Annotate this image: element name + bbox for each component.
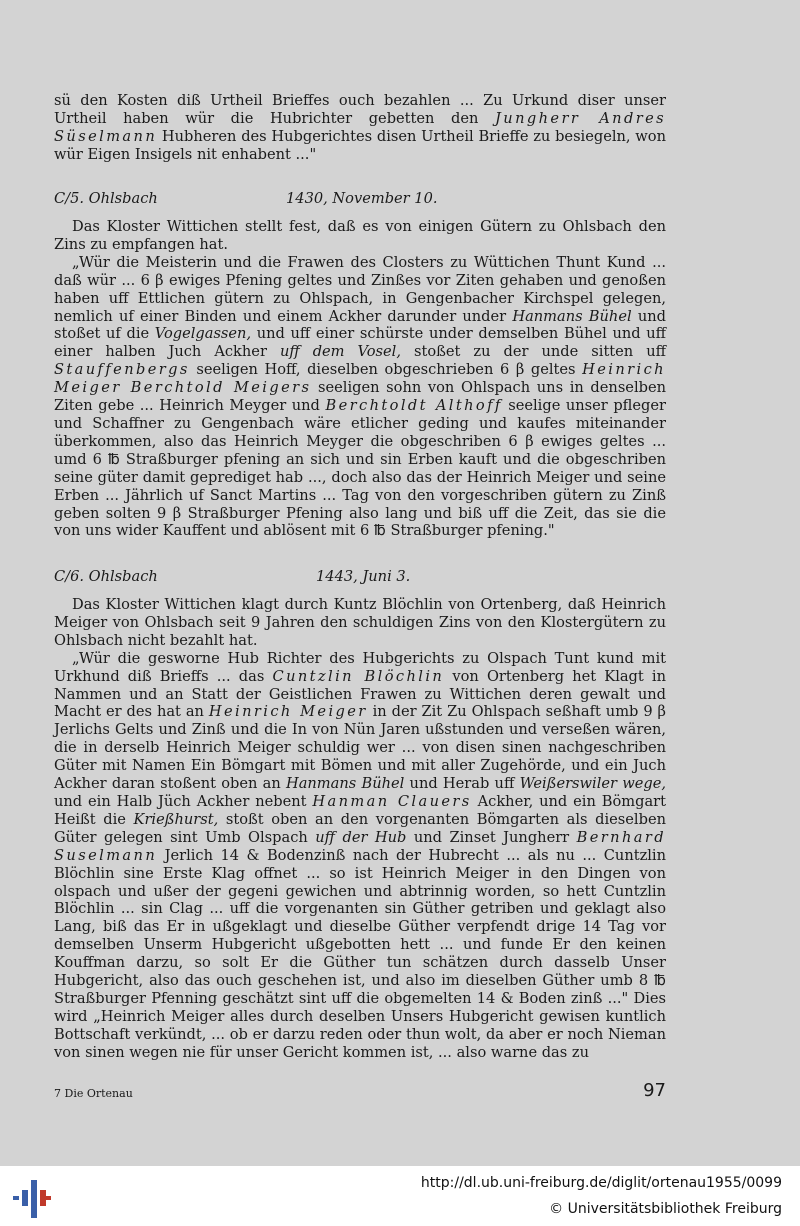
section-date: 1430, November 10. xyxy=(286,190,438,207)
continuation-paragraph xyxy=(54,92,666,164)
section-summary: Das Kloster Wittichen klagt durch Kuntz Blöchlin von Ortenberg, daß Heinrich Meiger von Ohlsbach seit 9 Jahren den schuldigen Zins von den Klostergütern zu Ohlsbach nicht bezahlt hat. xyxy=(54,596,666,649)
library-logo-icon xyxy=(10,1178,52,1220)
source-url-link[interactable]: http://dl.ub.uni-freiburg.de/diglit/ortenau1955/0099 xyxy=(420,1175,782,1191)
page-number: 97 xyxy=(643,1080,666,1101)
copyright-notice: © Universitätsbibliothek Freiburg xyxy=(549,1201,782,1217)
text-run: Hubheren des Hubgerichtes disen Urtheil Brieffe zu besiegeln, won wür Eigen Insigels nit enhabent ..." xyxy=(54,127,666,163)
spaced-name: Jungherr Andres Süselmann xyxy=(54,109,667,145)
section-heading-c6 xyxy=(54,568,411,585)
section-label: C/5. Ohlsbach xyxy=(54,190,158,207)
section-body-c5 xyxy=(54,218,666,540)
quoted-document: „Wür die gesworne Hub Richter des Hubgerichts zu Olspach Tunt kund mit Urkhund diß Brieffs ... das Cuntzlin Blöchlin von Ortenberg het Klagt in Nammen und an Statt der Geistlichen Frawen zu Wittichen deren gewalt und Macht er des hat an Heinrich Meiger in der Zit Zu Ohlspach seßhaft umb 9 β Jerlichs Gelts und Zinß und die In von Nün Jaren ußstunden und verseßen wären, die in derselb Heinrich Meiger schuldig wer ... von disen sinen nachgeschriben Güter mit Namen Ein Bömgart mit Bömen und mit aller Zugehörde, und ein Juch Ackher daran stoßent oben an Hanmans Bühel und Herab uff Weißerswiler wege, und ein Halb Jüch Ackher nebent Hanman Clauers Ackher, und ein Bömgart Heißt die Krießhurst, stoßt oben an den vorgenanten Bömgarten als dieselben Güter gelegen sint Umb Olspach uff der Hub und Zinset Jungherr Bernhard Suselmann Jerlich 14 & Bodenzinß nach der Hubrecht ... als nu ... Cuntzlin Blöchlin sine Erste Klag offnet ... so ist Heinrich Meiger in den Dingen von olspach und ußer der gegeni gewichen und abtrinnig worden, so hett Cuntzlin Blöchlin ... sin Clag ... uff die vorgenanten sin Güther getriben und geklagt also Lang, biß das Er in ußgeklagt und dieselbe Güther verpfendt drige 14 Tag vor demselben Unserm Hubgericht ußgebotten hett ... und funde Er den keinen Kouffman darzu, so solt Er die Güther tun schätzen durch dasselb Unser Hubgericht, also das ouch geschehen ist, und also im dieselben Güther umb 8 ℔ Straßburger Pfenning geschätzt sint uff die obgemelten 14 & Boden zinß ..." Dies wird „Heinrich Meiger alles durch deselben Unsers Hubgericht gewisen kuntlich Bottschaft verkündt, ... ob er darzu reden oder thun wolt, da aber er noch Nieman von sinen wegen nie für unser Gericht kommen ist, ... also warne das zu xyxy=(54,649,667,1061)
section-body-c6 xyxy=(54,596,666,1062)
footer-signature: 7 Die Ortenau xyxy=(54,1087,133,1100)
section-summary: Das Kloster Wittichen stellt fest, daß es von einigen Gütern zu Ohlsbach den Zins zu empfangen hat. xyxy=(54,218,666,253)
section-date: 1443, Juni 3. xyxy=(316,568,411,585)
section-label: C/6. Ohlsbach xyxy=(54,568,158,585)
section-heading-c5 xyxy=(54,190,438,207)
text-run: sü den Kosten diß Urtheil Brieffes ouch bezahlen ... Zu Urkund diser unser Urtheil haben wür die Hubrichter gebetten den xyxy=(54,92,666,127)
quoted-document: „Wür die Meisterin und die Frawen des Closters zu Wüttichen Thunt Kund ... daß wür ... 6 β ewiges Pfening geltes und Zinßes vor Ziten gehaben und genoßen haben uff Ettlichen gütern zu Ohlspach, in Gengenbacher Kirchspel gelegen, nemlich uf einer Binden und einem Ackher darunder under Hanmans Bühel und stoßet uf die Vogelgassen, und uff einer schürste under demselben Bühel und uff einer halben Juch Ackher uff dem Vosel, stoßet zu der unde sitten uff Stauffenbergs seeligen Hoff, dieselben obgeschrieben 6 β geltes Heinrich Meiger Berchtold Meigers seeligen sohn von Ohlspach uns in denselben Ziten gebe ... Heinrich Meyger und Berchtoldt Althoff seelige unser pfleger und Schaffner zu Gengenbach wäre etlicher geding und kaufes miteinander überkommen, also das Heinrich Meyger die obgeschriben 6 β ewiges geltes ... umd 6 ℔ Straßburger pfening an sich und sin Erben kauft und die obgeschriben seine güter damit geprediget hab ..., doch also das der Heinrich Meiger und seine Erben ... Jährlich uf Sanct Martins ... Tag von den vorgeschriben gütern zu Zinß geben solten 9 β Straßburger Pfening also lang und biß uff die Zeit, das sie die von uns wider Kauffent und ablösent mit 6 ℔ Straßburger pfening." xyxy=(54,253,666,540)
